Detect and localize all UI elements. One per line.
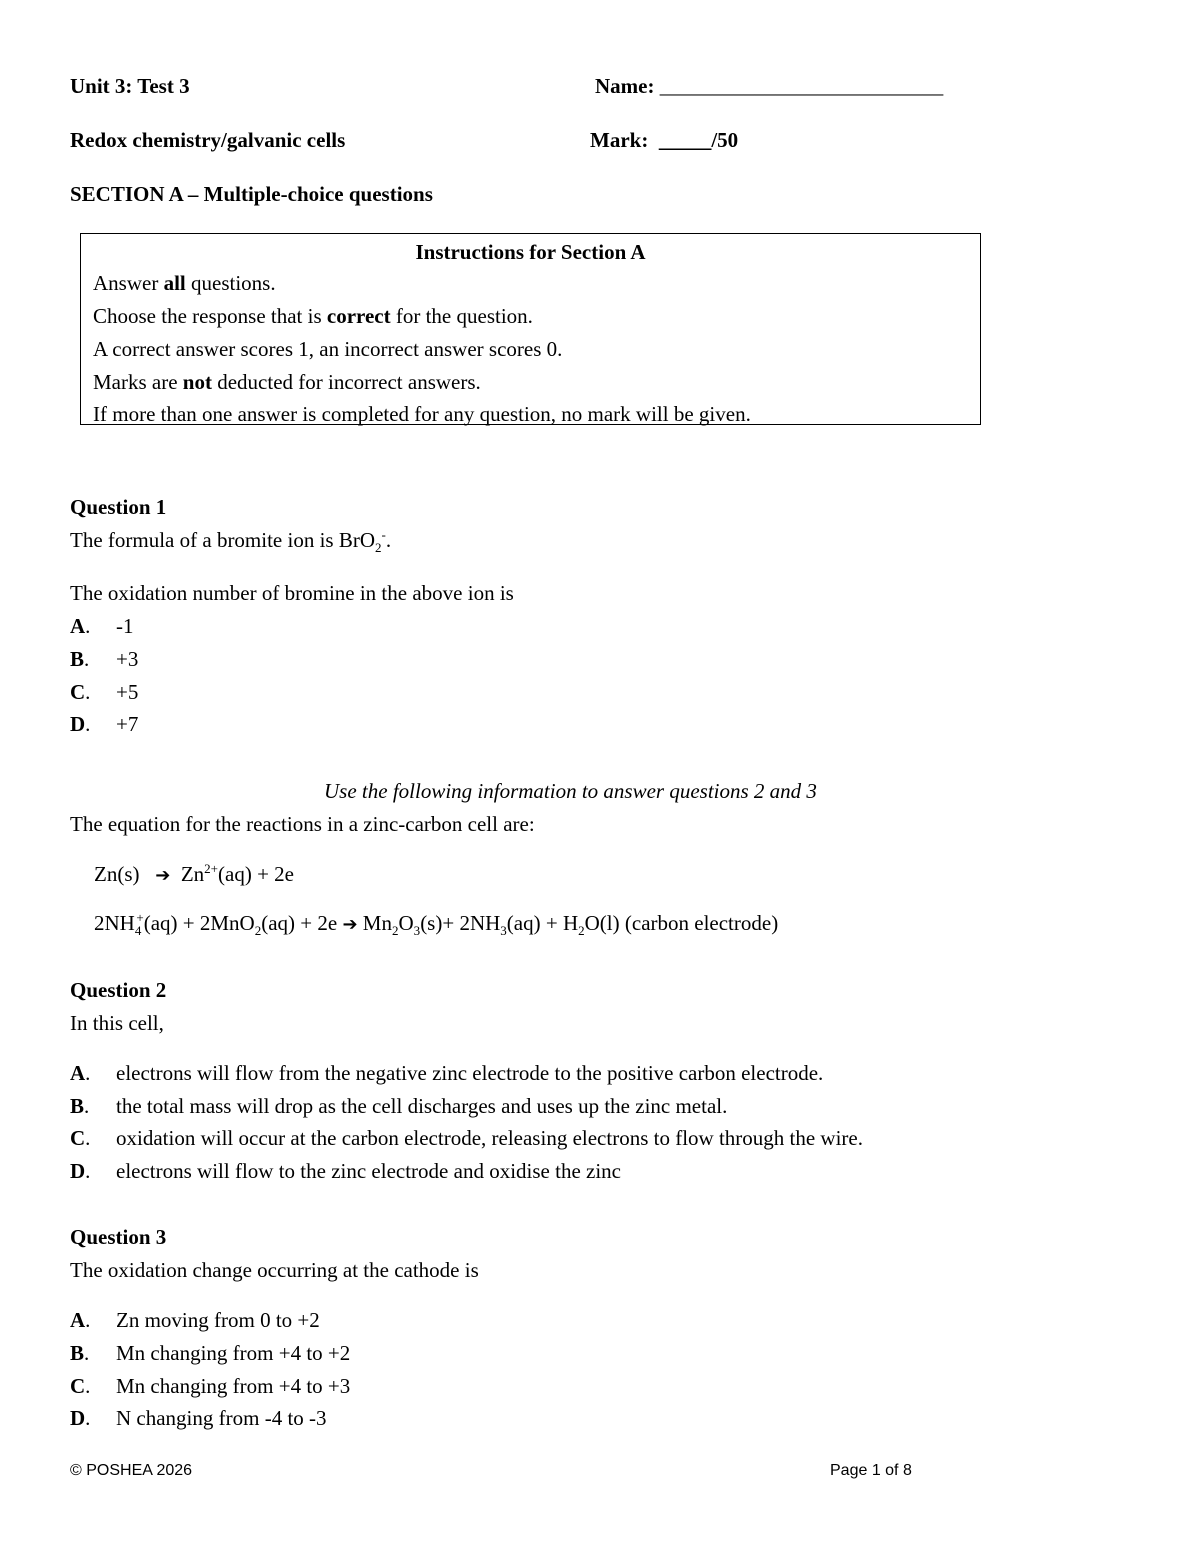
mark-blank: _____/50 bbox=[658, 128, 739, 152]
equation-2: $2NH_4^+(aq) + 2MnO_2(aq) + 2e$ ➔ $Mn_2O_3(s)+ 2NH_3(aq) + H_2O(l)$ (carbon electrode) bbox=[94, 910, 779, 939]
section-title: SECTION A – Multiple-choice questions bbox=[70, 182, 433, 206]
question-3-title: Question 3 bbox=[70, 1225, 167, 1249]
name-blank: ___________________________ bbox=[659, 74, 944, 98]
question-2-stem: In this cell, bbox=[70, 1011, 164, 1035]
q1-option-b[interactable]: B. +3 bbox=[70, 647, 139, 671]
info-intro: Use the following information to answer questions 2 and 3 bbox=[324, 779, 817, 803]
instruction-line-3: A correct answer scores 1, an incorrect answer scores 0. bbox=[93, 337, 563, 361]
q2-option-d[interactable]: D. electrons will flow to the zinc electrode and oxidise the zinc bbox=[70, 1159, 621, 1183]
footer-page-number: Page 1 of 8 bbox=[830, 1462, 912, 1479]
equation-1: Zn(s) ➔ $Zn^{2+}(aq) + 2e$ bbox=[94, 861, 295, 886]
name-label: Name: bbox=[595, 74, 655, 98]
q1-option-a[interactable]: A. -1 bbox=[70, 614, 134, 638]
instruction-line-2: Choose the response that is correct for the question. bbox=[93, 304, 533, 328]
option-letter: B. bbox=[70, 1094, 90, 1118]
unit-title: Unit 3: Test 3 bbox=[70, 74, 190, 98]
instructions-title: Instructions for Section A bbox=[415, 240, 646, 264]
option-letter: D. bbox=[70, 1159, 91, 1183]
footer-copyright: © POSHEA 2026 bbox=[70, 1462, 193, 1479]
q2-option-b[interactable]: B. the total mass will drop as the cell discharges and uses up the zinc metal. bbox=[70, 1094, 728, 1118]
arrow-icon: ➔ bbox=[342, 914, 358, 935]
q3-option-d[interactable]: D. N changing from -4 to -3 bbox=[70, 1406, 327, 1430]
option-letter: A. bbox=[70, 614, 91, 638]
mark-field bbox=[590, 128, 738, 153]
option-letter: B. bbox=[70, 1341, 90, 1365]
question-2-title: Question 2 bbox=[70, 978, 167, 1002]
option-letter: A. bbox=[70, 1308, 91, 1332]
instruction-line-4: Marks are not deducted for incorrect answers. bbox=[93, 370, 481, 394]
question-1-stem: The formula of a bromite ion is BrO$_2$-. bbox=[70, 527, 392, 556]
instructions-box bbox=[80, 233, 981, 425]
q2-option-c[interactable]: C. oxidation will occur at the carbon electrode, releasing electrons to flow through the wire. bbox=[70, 1126, 863, 1150]
arrow-icon: ➔ bbox=[155, 865, 171, 886]
instruction-line-5: If more than one answer is completed for any question, no mark will be given. bbox=[93, 402, 751, 426]
option-letter: C. bbox=[70, 680, 91, 704]
q3-option-b[interactable]: B. Mn changing from +4 to +2 bbox=[70, 1341, 351, 1365]
q2-option-a[interactable]: A. electrons will flow from the negative zinc electrode to the positive carbon electrode. bbox=[70, 1061, 824, 1085]
q3-option-c[interactable]: C. Mn changing from +4 to +3 bbox=[70, 1374, 351, 1398]
option-letter: D. bbox=[70, 1406, 91, 1430]
option-letter: C. bbox=[70, 1374, 91, 1398]
option-letter: A. bbox=[70, 1061, 91, 1085]
equation-intro: The equation for the reactions in a zinc-carbon cell are: bbox=[70, 812, 535, 836]
option-letter: C. bbox=[70, 1126, 91, 1150]
instruction-line-1: Answer all questions. bbox=[93, 271, 276, 295]
question-1-title: Question 1 bbox=[70, 495, 167, 519]
question-3-stem: The oxidation change occurring at the cathode is bbox=[70, 1258, 479, 1282]
q1-option-c[interactable]: C. +5 bbox=[70, 680, 139, 704]
option-letter: B. bbox=[70, 647, 90, 671]
name-field bbox=[595, 74, 943, 99]
mark-label: Mark: bbox=[590, 128, 649, 152]
q3-option-a[interactable]: A. Zn moving from 0 to +2 bbox=[70, 1308, 320, 1332]
question-1-prompt: The oxidation number of bromine in the above ion is bbox=[70, 581, 514, 605]
q1-option-d[interactable]: D. +7 bbox=[70, 712, 139, 736]
option-letter: D. bbox=[70, 712, 91, 736]
topic-title: Redox chemistry/galvanic cells bbox=[70, 128, 346, 152]
